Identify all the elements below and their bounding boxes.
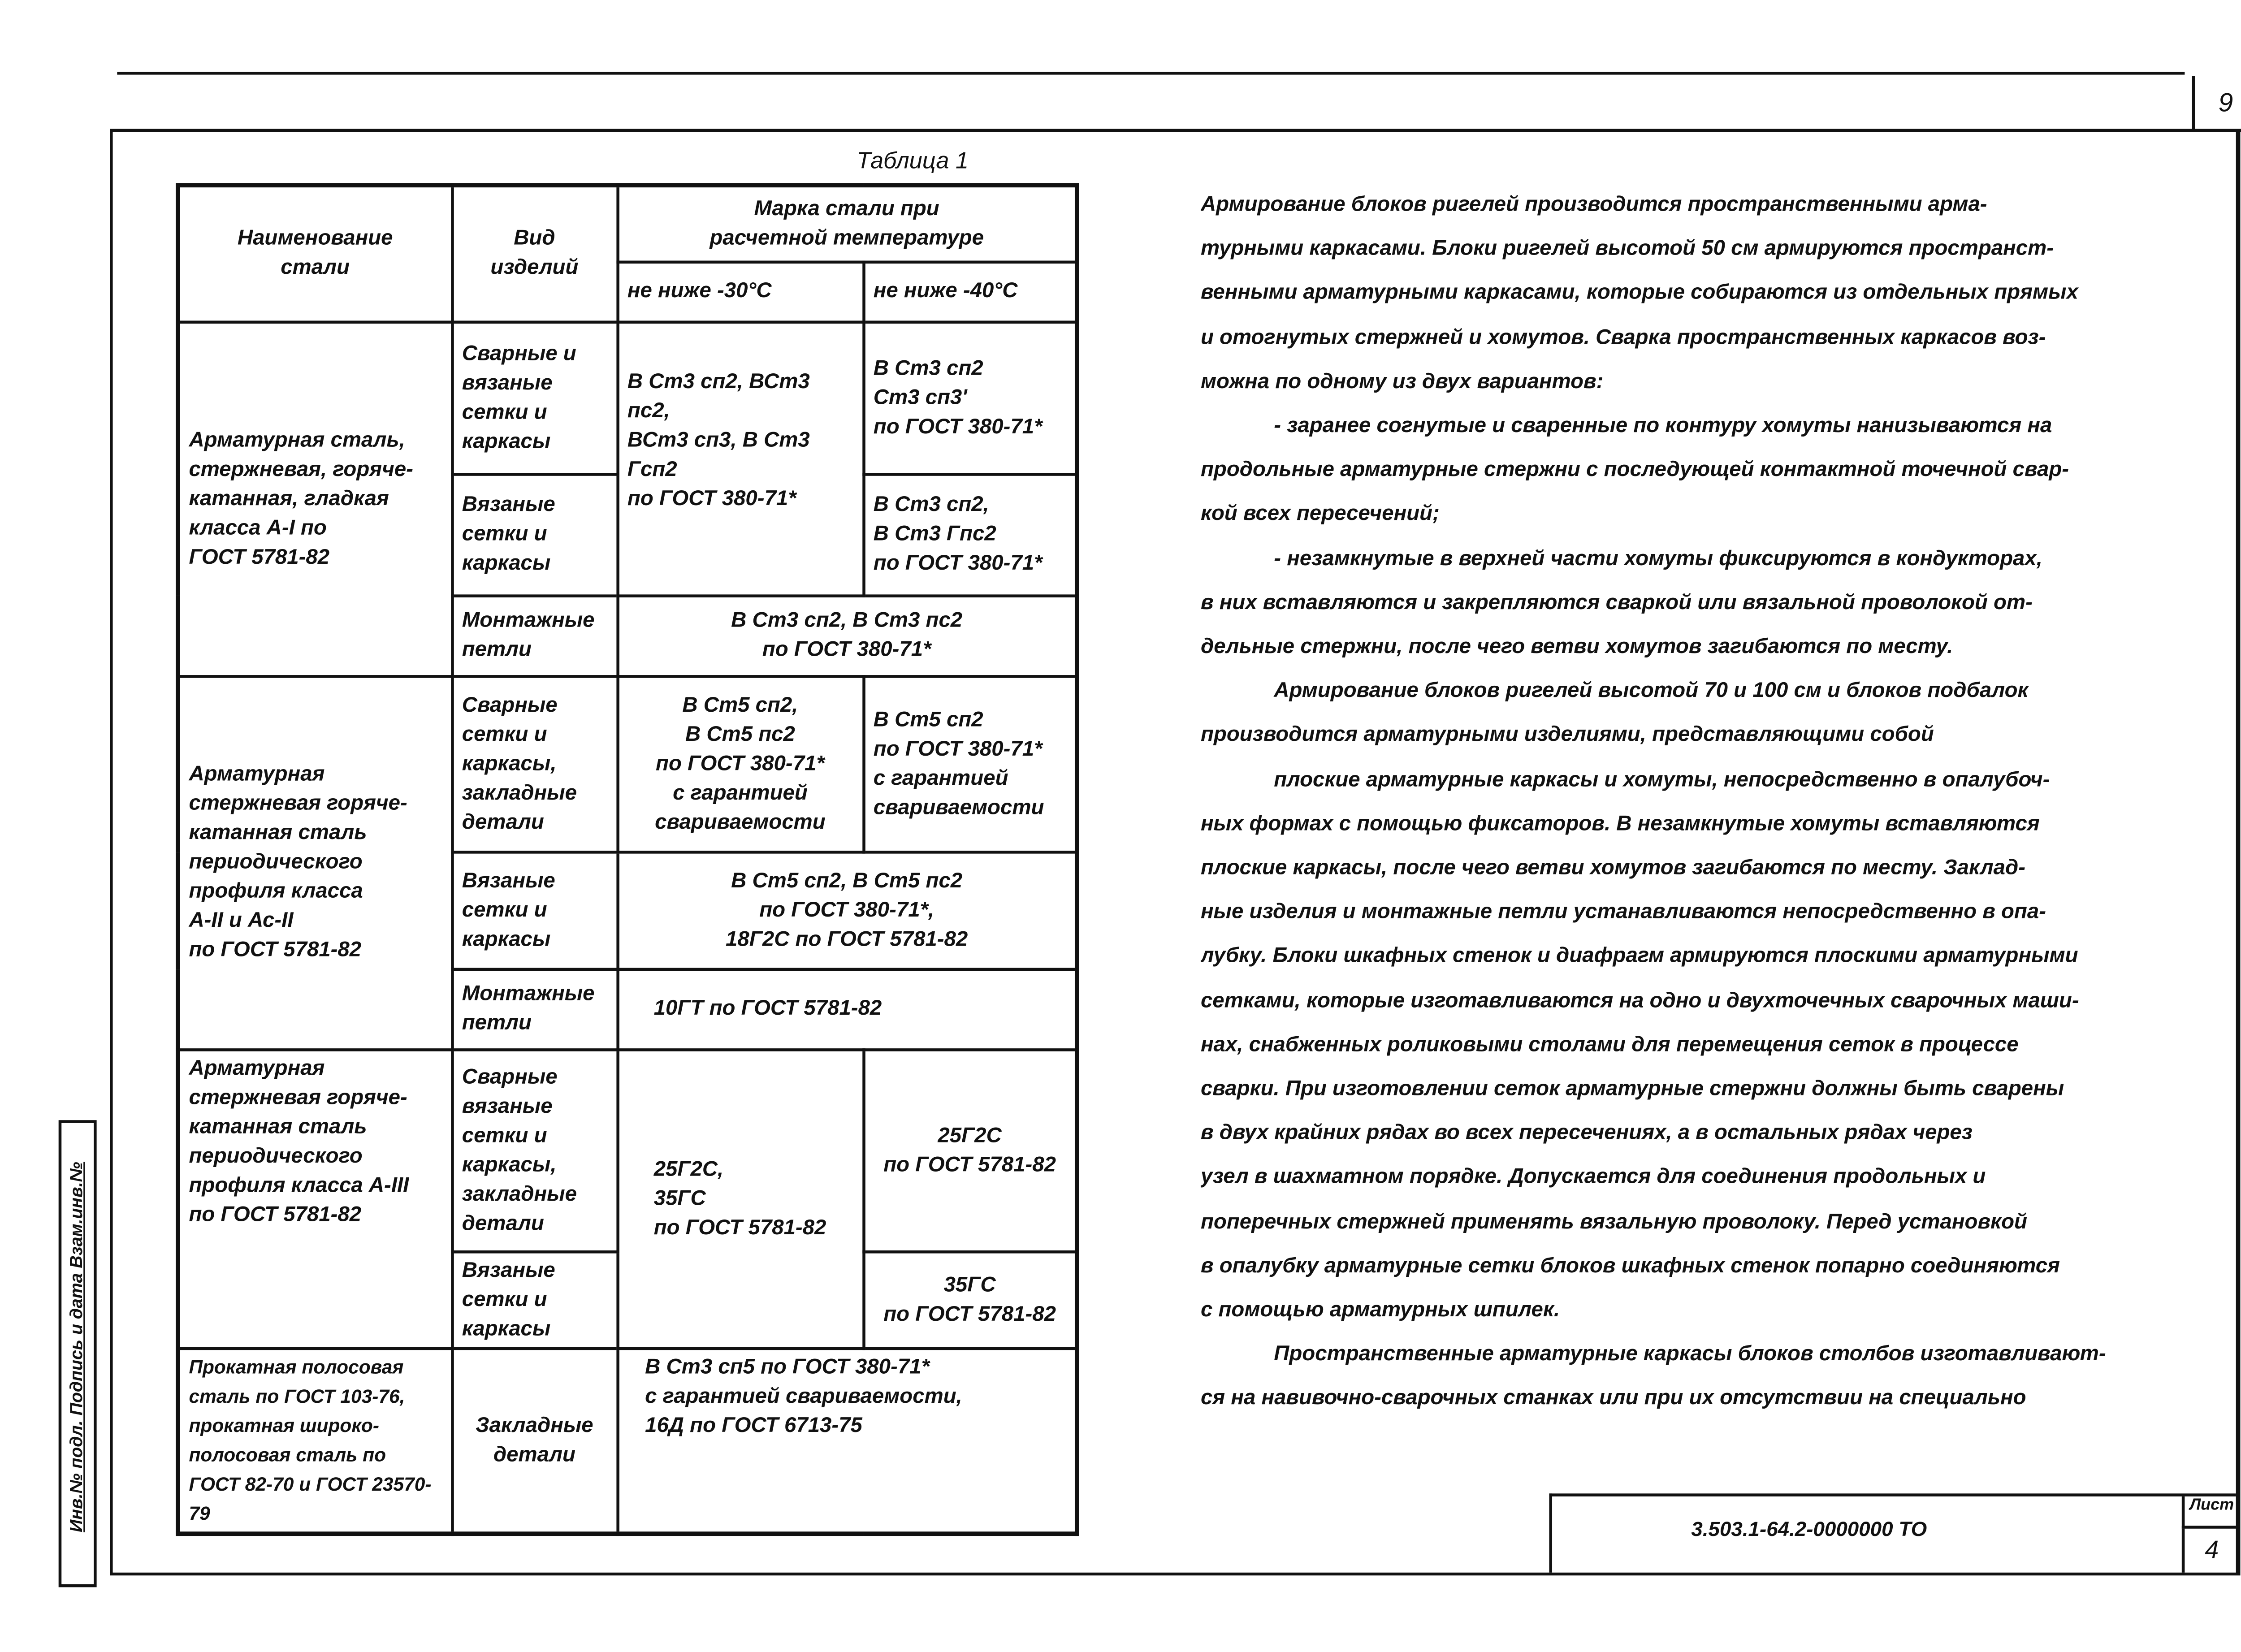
text-line: дельные стержни, после чего ветви хомутов загибаются по месту. bbox=[1200, 635, 1953, 659]
product-kind: Вязаные сетки и каркасы bbox=[452, 1251, 617, 1348]
text-line: ных формах с помощью фиксаторов. В незамкнутые хомуты вставляются bbox=[1200, 812, 2040, 836]
sheet-number: 4 bbox=[2182, 1529, 2239, 1573]
text-line: нах, снабженных роликовыми столами для перемещения сеток в процессе bbox=[1200, 1034, 2019, 1057]
table-row bbox=[178, 1348, 1077, 1533]
header-grade: Марка стали при расчетной температуре bbox=[617, 185, 1077, 261]
text-line: и отогнутых стержней и хомутов. Сварка пространственных каркасов воз- bbox=[1200, 326, 2046, 350]
text-line: в опалубку арматурные сетки блоков шкафных стенок попарно соединяются bbox=[1200, 1254, 2060, 1278]
product-kind: Вязаные сетки и каркасы bbox=[452, 852, 617, 969]
text-line: плоские арматурные каркасы и хомуты, непосредственно в опалубоч- bbox=[1274, 768, 2050, 792]
sheet-label: Лист bbox=[2182, 1496, 2239, 1529]
steel-name: Арматурная сталь, стержневая, горяче- катанная, гладкая класса А-I по ГОСТ 5781-82 bbox=[178, 321, 452, 676]
product-kind: Сварные вязаные сетки и каркасы, закладные детали bbox=[452, 1049, 617, 1251]
text-line: сварки. При изготовлении сеток арматурные стержни должны быть сварены bbox=[1200, 1077, 2064, 1101]
stamp-text: Инв.№ подл. Подпись и дата Взам.инв.№ bbox=[66, 1162, 87, 1532]
text-line: венными арматурными каркасами, которые собираются из отдельных прямых bbox=[1200, 281, 2078, 305]
product-kind: Монтажные петли bbox=[452, 595, 617, 676]
table-row bbox=[178, 1049, 1077, 1251]
grade-value: В Ст3 сп2, ВСт3 пс2, ВСт3 сп3, В Ст3 Гсп2 по ГОСТ 380-71* bbox=[617, 321, 863, 595]
text-line: ся на навивочно-сварочных станках или при их отсутствии на специально bbox=[1200, 1387, 2026, 1411]
top-rule bbox=[117, 72, 2185, 75]
text-line: в них вставляются и закрепляются сваркой или вязальной проволокой от- bbox=[1200, 591, 2033, 615]
steel-name: Прокатная полосовая сталь по ГОСТ 103-76, прокатная широко- полосовая сталь по ГОСТ 82-70 и ГОСТ 23570-79 bbox=[178, 1348, 452, 1533]
product-kind: Вязаные сетки и каркасы bbox=[452, 474, 617, 595]
text-line: Пространственные арматурные каркасы блоков столбов изготавливают- bbox=[1274, 1343, 2106, 1367]
grade-value: В Ст3 сп2, В Ст3 пс2 по ГОСТ 380-71* bbox=[617, 595, 1077, 676]
header-name: Наименование стали bbox=[178, 185, 452, 321]
steel-grades-table bbox=[176, 183, 1079, 1535]
body-text bbox=[1201, 183, 2197, 1421]
text-line: поперечных стержней применять вязальную проволоку. Перед установкой bbox=[1200, 1210, 2027, 1234]
steel-name: Арматурная стержневая горяче- катанная сталь периодического профиля класса А-III по ГОСТ 5781-82 bbox=[178, 1049, 452, 1348]
grade-value: 10ГТ по ГОСТ 5781-82 bbox=[617, 969, 1077, 1049]
text-line: плоские каркасы, после чего ветви хомутов загибаются по месту. Заклад- bbox=[1200, 856, 2026, 880]
text-line: Армирование блоков ригелей производится пространственными арма- bbox=[1200, 193, 1987, 217]
title-block bbox=[1549, 1493, 2236, 1572]
text-line: лубку. Блоки шкафных стенок и диафрагм армируются плоскими арматурными bbox=[1200, 945, 2078, 969]
header-t40: не ниже -40°С bbox=[863, 261, 1077, 321]
grade-value: В Ст5 сп2, В Ст5 пс2 по ГОСТ 380-71* с гарантией свариваемости bbox=[617, 676, 863, 852]
text-line: Армирование блоков ригелей высотой 70 и 100 см и блоков подбалок bbox=[1274, 679, 2029, 703]
grade-value: В Ст3 сп5 по ГОСТ 380-71* с гарантией свариваемости, 16Д по ГОСТ 6713-75 bbox=[617, 1348, 1077, 1533]
table-title: Таблица 1 bbox=[857, 149, 969, 174]
product-kind: Закладные детали bbox=[452, 1348, 617, 1533]
page-number: 9 bbox=[2192, 76, 2241, 132]
text-line: узел в шахматном порядке. Допускается для соединения продольных и bbox=[1200, 1166, 1986, 1190]
product-kind: Монтажные петли bbox=[452, 969, 617, 1049]
product-kind: Сварные сетки и каркасы, закладные детали bbox=[452, 676, 617, 852]
document-code: 3.503.1-64.2-0000000 ТО bbox=[1691, 1517, 1927, 1540]
product-kind: Сварные и вязаные сетки и каркасы bbox=[452, 321, 617, 474]
text-line: турными каркасами. Блоки ригелей высотой 50 см армируются пространст- bbox=[1200, 237, 2054, 261]
text-line: кой всех пересечений; bbox=[1200, 502, 1440, 527]
grade-value: 25Г2С, 35ГС по ГОСТ 5781-82 bbox=[617, 1049, 863, 1348]
grade-value: 25Г2С по ГОСТ 5781-82 bbox=[863, 1049, 1077, 1251]
table-row bbox=[178, 321, 1077, 474]
text-line: можна по одному из двух вариантов: bbox=[1200, 370, 1604, 394]
grade-value: В Ст3 сп2, В Ст3 Гпс2 по ГОСТ 380-71* bbox=[863, 474, 1077, 595]
steel-name: Арматурная стержневая горяче- катанная сталь периодического профиля класса А-II и Ас-II по ГОСТ 5781-82 bbox=[178, 676, 452, 1049]
text-line: продольные арматурные стержни с последующей контактной точечной свар- bbox=[1200, 458, 2069, 482]
header-t30: не ниже -30°С bbox=[617, 261, 863, 321]
text-line: сетками, которые изготавливаются на одно и двухточечных сварочных маши- bbox=[1200, 989, 2079, 1013]
table-row bbox=[178, 676, 1077, 852]
grade-value: В Ст3 сп2 Ст3 сп3' по ГОСТ 380-71* bbox=[863, 321, 1077, 474]
grade-value: В Ст5 сп2 по ГОСТ 380-71* с гарантией свариваемости bbox=[863, 676, 1077, 852]
text-line: в двух крайних рядах во всех пересечениях, а в остальных рядах через bbox=[1200, 1122, 1973, 1146]
text-line: ные изделия и монтажные петли устанавливаются непосредственно в опа- bbox=[1200, 901, 2046, 925]
grade-value: 35ГС по ГОСТ 5781-82 bbox=[863, 1251, 1077, 1348]
text-line: производится арматурными изделиями, представляющими собой bbox=[1200, 724, 1934, 748]
header-kind: Вид изделий bbox=[452, 185, 617, 321]
grade-value: В Ст5 сп2, В Ст5 пс2 по ГОСТ 380-71*, 18Г2С по ГОСТ 5781-82 bbox=[617, 852, 1077, 969]
side-stamp bbox=[59, 1120, 97, 1587]
text-line: - незамкнутые в верхней части хомуты фиксируются в кондукторах, bbox=[1274, 547, 2042, 571]
text-line: с помощью арматурных шпилек. bbox=[1200, 1299, 1560, 1323]
text-line: - заранее согнутые и сваренные по контуру хомуты нанизываются на bbox=[1274, 414, 2052, 438]
